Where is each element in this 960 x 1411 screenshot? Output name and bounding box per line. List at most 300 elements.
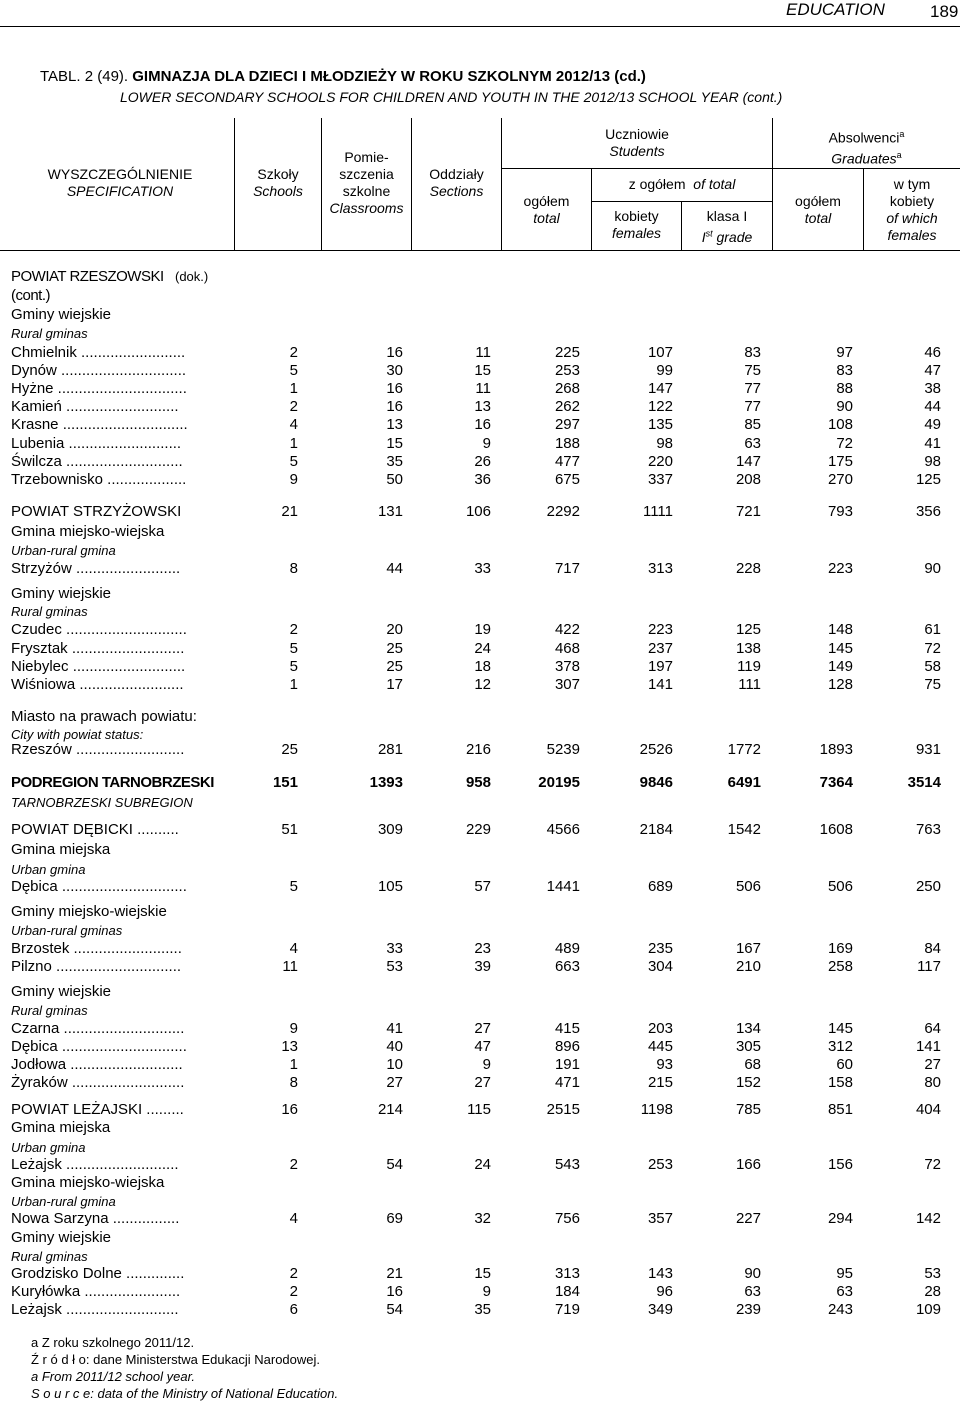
cell-value: 75 <box>924 676 941 693</box>
cell-value: 313 <box>647 560 673 577</box>
cell-value: 26 <box>474 453 491 470</box>
cell-value: 35 <box>386 453 403 470</box>
row-label: POWIAT DĘBICKI .......... <box>11 821 179 838</box>
cell-value: 931 <box>915 741 941 758</box>
cell-value: 16 <box>281 1101 298 1118</box>
cell-value: 237 <box>647 640 673 657</box>
cell-value: 57 <box>474 878 491 895</box>
row-label: Brzostek .......................... <box>11 940 182 957</box>
cell-value: 21 <box>281 503 298 520</box>
table-row <box>0 878 960 896</box>
cell-value: 958 <box>465 774 491 791</box>
row-label-suffix: (dok.) <box>175 269 209 284</box>
source-pl: Ź r ó d ł o: dane Ministerstwa Edukacji Narodowej. <box>31 1352 321 1367</box>
table-row <box>0 560 960 578</box>
cell-value: 33 <box>386 940 403 957</box>
cell-value: 378 <box>554 658 580 675</box>
col-sections: Oddziały Sections <box>429 166 484 199</box>
row-label: Trzebownisko ................... <box>11 471 187 488</box>
cell-value: 149 <box>827 658 853 675</box>
cell-value: 90 <box>836 398 853 415</box>
row-label: Hyżne ............................... <box>11 380 187 397</box>
cell-value: 9 <box>482 1056 491 1073</box>
cell-value: 2 <box>289 1283 298 1300</box>
cell-value: 223 <box>827 560 853 577</box>
cell-value: 1542 <box>727 821 761 838</box>
row-label: Rural gminas <box>11 604 88 619</box>
cell-value: 111 <box>738 676 761 693</box>
table-row <box>0 658 960 676</box>
cell-value: 756 <box>554 1210 580 1227</box>
cell-value: 36 <box>474 471 491 488</box>
row-label: Dębica .............................. <box>11 878 187 895</box>
row-label: Leżajsk ........................... <box>11 1301 179 1318</box>
cell-value: 5 <box>289 658 298 675</box>
cell-value: 60 <box>836 1056 853 1073</box>
cell-value: 77 <box>744 380 761 397</box>
row-label: Leżajsk ........................... <box>11 1156 179 1173</box>
cell-value: 1608 <box>819 821 853 838</box>
cell-value: 117 <box>917 958 941 975</box>
cell-value: 5 <box>289 640 298 657</box>
table-group-label <box>0 325 960 343</box>
cell-value: 2 <box>289 1156 298 1173</box>
table-row <box>0 1056 960 1074</box>
row-label: Niebylec ........................... <box>11 658 186 675</box>
cell-value: 20 <box>386 621 403 638</box>
cell-value: 197 <box>647 658 673 675</box>
table-group-label <box>0 1174 960 1192</box>
cell-value: 16 <box>386 344 403 361</box>
cell-value: 47 <box>924 362 941 379</box>
cell-value: 2515 <box>546 1101 580 1118</box>
cell-value: 151 <box>272 774 298 791</box>
cell-value: 125 <box>735 621 761 638</box>
col-specification: WYSZCZEGÓLNIENIE SPECIFICATION <box>47 166 193 199</box>
row-label: Urban-rural gminas <box>11 923 123 938</box>
cell-value: 39 <box>474 958 491 975</box>
cell-value: 96 <box>656 1283 673 1300</box>
row-label: Gminy wiejskie <box>11 983 112 1000</box>
cell-value: 53 <box>386 958 403 975</box>
table-row <box>0 362 960 380</box>
cell-value: 77 <box>744 398 761 415</box>
row-label: Gmina miejska <box>11 841 111 858</box>
cell-value: 297 <box>554 416 580 433</box>
row-label: Kuryłówka ....................... <box>11 1283 181 1300</box>
cell-value: 5 <box>289 453 298 470</box>
cell-value: 4 <box>289 416 298 433</box>
row-label: Urban gmina <box>11 862 86 877</box>
row-label: Frysztak ........................... <box>11 640 185 657</box>
table-row <box>0 380 960 398</box>
cell-value: 1 <box>289 1056 298 1073</box>
cell-value: 64 <box>924 1020 941 1037</box>
cell-value: 415 <box>554 1020 580 1037</box>
cell-value: 134 <box>735 1020 761 1037</box>
table-group-label <box>0 287 960 305</box>
cell-value: 44 <box>924 398 941 415</box>
cell-value: 23 <box>474 940 491 957</box>
table-group-label <box>0 794 960 812</box>
cell-value: 141 <box>647 676 673 693</box>
cell-value: 54 <box>386 1301 403 1318</box>
cell-value: 851 <box>827 1101 853 1118</box>
cell-value: 203 <box>647 1020 673 1037</box>
table-row <box>0 821 960 839</box>
cell-value: 25 <box>281 741 298 758</box>
cell-value: 13 <box>281 1038 298 1055</box>
cell-value: 156 <box>827 1156 853 1173</box>
cell-value: 337 <box>647 471 673 488</box>
table-row <box>0 774 960 792</box>
cell-value: 25 <box>386 658 403 675</box>
cell-value: 145 <box>827 1020 853 1037</box>
cell-value: 8 <box>289 1074 298 1091</box>
row-label: Rural gminas <box>11 1249 88 1264</box>
cell-value: 268 <box>554 380 580 397</box>
row-label: Chmielnik ......................... <box>11 344 186 361</box>
cell-value: 235 <box>647 940 673 957</box>
cell-value: 6491 <box>727 774 761 791</box>
row-label: Wiśniowa ......................... <box>11 676 184 693</box>
cell-value: 63 <box>744 1283 761 1300</box>
cell-value: 46 <box>924 344 941 361</box>
note-en: a From 2011/12 school year. <box>31 1369 196 1384</box>
cell-value: 675 <box>554 471 580 488</box>
cell-value: 1893 <box>819 741 853 758</box>
row-label: Krasne .............................. <box>11 416 188 433</box>
cell-value: 305 <box>735 1038 761 1055</box>
row-label: Gmina miejsko-wiejska <box>11 523 165 540</box>
cell-value: 122 <box>647 398 673 415</box>
cell-value: 80 <box>924 1074 941 1091</box>
cell-value: 13 <box>474 398 491 415</box>
cell-value: 1772 <box>727 741 761 758</box>
row-label: Rural gminas <box>11 1003 88 1018</box>
cell-value: 17 <box>386 676 403 693</box>
cell-value: 84 <box>924 940 941 957</box>
cell-value: 135 <box>647 416 673 433</box>
cell-value: 11 <box>475 344 491 361</box>
cell-value: 16 <box>386 1283 403 1300</box>
table-row <box>0 621 960 639</box>
cell-value: 131 <box>377 503 403 520</box>
cell-value: 69 <box>386 1210 403 1227</box>
cell-value: 717 <box>554 560 580 577</box>
cell-value: 763 <box>915 821 941 838</box>
cell-value: 220 <box>647 453 673 470</box>
cell-value: 445 <box>647 1038 673 1055</box>
cell-value: 98 <box>656 435 673 452</box>
cell-value: 188 <box>554 435 580 452</box>
cell-value: 9846 <box>639 774 673 791</box>
table-row <box>0 416 960 434</box>
row-label: Czarna ............................. <box>11 1020 185 1037</box>
row-label: Dębica .............................. <box>11 1038 187 1055</box>
cell-value: 721 <box>735 503 761 520</box>
cell-value: 307 <box>554 676 580 693</box>
table-group-label <box>0 903 960 921</box>
cell-value: 793 <box>827 503 853 520</box>
cell-value: 33 <box>474 560 491 577</box>
cell-value: 356 <box>915 503 941 520</box>
table-row <box>0 344 960 362</box>
cell-value: 72 <box>924 640 941 657</box>
row-label: Gminy wiejskie <box>11 585 112 602</box>
cell-value: 63 <box>836 1283 853 1300</box>
cell-value: 184 <box>554 1283 580 1300</box>
cell-value: 35 <box>474 1301 491 1318</box>
cell-value: 227 <box>735 1210 761 1227</box>
table-group-label <box>0 861 960 879</box>
row-label: Świlcza ............................ <box>11 453 183 470</box>
cell-value: 304 <box>647 958 673 975</box>
cell-value: 663 <box>554 958 580 975</box>
cell-value: 44 <box>386 560 403 577</box>
row-label: Gmina miejsko-wiejska <box>11 1174 165 1191</box>
cell-value: 72 <box>924 1156 941 1173</box>
table-row <box>0 1301 960 1319</box>
cell-value: 243 <box>827 1301 853 1318</box>
cell-value: 228 <box>735 560 761 577</box>
cell-value: 785 <box>735 1101 761 1118</box>
cell-value: 223 <box>647 621 673 638</box>
cell-value: 27 <box>924 1056 941 1073</box>
cell-value: 85 <box>744 416 761 433</box>
cell-value: 1 <box>289 435 298 452</box>
cell-value: 145 <box>827 640 853 657</box>
row-label: Czudec ............................. <box>11 621 187 638</box>
cell-value: 214 <box>377 1101 403 1118</box>
cell-value: 9 <box>289 1020 298 1037</box>
row-label: Miasto na prawach powiatu: <box>11 708 197 725</box>
row-label: Gminy wiejskie <box>11 1229 112 1246</box>
cell-value: 148 <box>827 621 853 638</box>
cell-value: 422 <box>554 621 580 638</box>
cell-value: 2526 <box>639 741 673 758</box>
table-row <box>0 471 960 489</box>
row-label: Urban gmina <box>11 1140 86 1155</box>
cell-value: 215 <box>647 1074 673 1091</box>
cell-value: 47 <box>474 1038 491 1055</box>
cell-value: 50 <box>386 471 403 488</box>
cell-value: 128 <box>827 676 853 693</box>
cell-value: 15 <box>474 1265 491 1282</box>
table-row <box>0 940 960 958</box>
cell-value: 54 <box>386 1156 403 1173</box>
cell-value: 489 <box>554 940 580 957</box>
table-group-label <box>0 983 960 1001</box>
cell-value: 2292 <box>546 503 580 520</box>
table-row <box>0 1074 960 1092</box>
cell-value: 719 <box>554 1301 580 1318</box>
cell-value: 106 <box>465 503 491 520</box>
cell-value: 239 <box>735 1301 761 1318</box>
cell-value: 4 <box>289 940 298 957</box>
cell-value: 141 <box>915 1038 941 1055</box>
cell-value: 13 <box>386 416 403 433</box>
cell-value: 61 <box>924 621 941 638</box>
cell-value: 258 <box>827 958 853 975</box>
cell-value: 16 <box>474 416 491 433</box>
table-group-label <box>0 1119 960 1137</box>
cell-value: 21 <box>386 1265 403 1282</box>
row-label: POWIAT RZESZOWSKI <box>11 268 164 285</box>
cell-value: 88 <box>836 380 853 397</box>
cell-value: 41 <box>924 435 941 452</box>
table-group-label <box>0 542 960 560</box>
cell-value: 506 <box>827 878 853 895</box>
cell-value: 143 <box>647 1265 673 1282</box>
cell-value: 404 <box>915 1101 941 1118</box>
table-group-label <box>0 1002 960 1020</box>
cell-value: 543 <box>554 1156 580 1173</box>
cell-value: 309 <box>377 821 403 838</box>
table-group-label <box>0 1139 960 1157</box>
table-row <box>0 640 960 658</box>
row-label: Pilzno .............................. <box>11 958 182 975</box>
table-row <box>0 1283 960 1301</box>
cell-value: 468 <box>554 640 580 657</box>
cell-value: 11 <box>475 380 491 397</box>
table-group-label <box>0 841 960 859</box>
cell-value: 169 <box>827 940 853 957</box>
cell-value: 9 <box>289 471 298 488</box>
table-row <box>0 1156 960 1174</box>
cell-value: 12 <box>474 676 491 693</box>
cell-value: 175 <box>827 453 853 470</box>
cell-value: 5 <box>289 878 298 895</box>
cell-value: 40 <box>386 1038 403 1055</box>
cell-value: 506 <box>735 878 761 895</box>
row-label: Jodłowa ........................... <box>11 1056 183 1073</box>
cell-value: 262 <box>554 398 580 415</box>
cell-value: 2184 <box>639 821 673 838</box>
col-classrooms: Pomie- szczenia szkolne Classrooms <box>329 149 404 216</box>
col-first-grade: klasa I Ist grade <box>701 208 753 245</box>
table-row <box>0 676 960 694</box>
cell-value: 152 <box>735 1074 761 1091</box>
table-row <box>0 741 960 759</box>
cell-value: 313 <box>554 1265 580 1282</box>
cell-value: 2 <box>289 1265 298 1282</box>
cell-value: 216 <box>465 741 491 758</box>
cell-value: 83 <box>836 362 853 379</box>
cell-value: 24 <box>474 640 491 657</box>
cell-value: 11 <box>282 958 298 975</box>
cell-value: 1 <box>289 380 298 397</box>
row-label: Gminy miejsko-wiejskie <box>11 903 167 920</box>
cell-value: 357 <box>647 1210 673 1227</box>
cell-value: 2 <box>289 344 298 361</box>
row-label: Urban-rural gmina <box>11 1194 116 1209</box>
section-name: EDUCATION <box>786 0 885 19</box>
title-en: LOWER SECONDARY SCHOOLS FOR CHILDREN AND YOUTH IN THE 2012/13 SCHOOL YEAR (cont.) <box>120 89 783 105</box>
row-label: Kamień ........................... <box>11 398 179 415</box>
table-group-label <box>0 585 960 603</box>
table-row <box>0 1265 960 1283</box>
cell-value: 90 <box>924 560 941 577</box>
cell-value: 108 <box>827 416 853 433</box>
col-females: kobiety females <box>611 208 662 241</box>
col-students: Uczniowie Students <box>605 126 669 159</box>
table-group-label <box>0 1193 960 1211</box>
cell-value: 19 <box>474 621 491 638</box>
row-label: PODREGION TARNOBRZESKI <box>11 774 214 791</box>
cell-value: 15 <box>386 435 403 452</box>
table-row <box>0 1210 960 1228</box>
cell-value: 2 <box>289 621 298 638</box>
col-graduates: Absolwenci$^a$ Graduates$^a$ <box>828 129 905 167</box>
cell-value: 51 <box>281 821 298 838</box>
cell-value: 281 <box>377 741 403 758</box>
col-of-total: z ogółem of total <box>628 176 736 192</box>
row-label: Strzyżów ......................... <box>11 560 181 577</box>
cell-value: 689 <box>647 878 673 895</box>
row-label: City with powiat status: <box>11 727 144 742</box>
table-group-label <box>0 1229 960 1247</box>
cell-value: 5 <box>289 362 298 379</box>
cell-value: 253 <box>554 362 580 379</box>
row-label: TARNOBRZESKI SUBREGION <box>11 795 193 810</box>
table-group-label <box>0 603 960 621</box>
row-label: (cont.) <box>11 287 51 304</box>
table-row <box>0 453 960 471</box>
row-label: Gmina miejska <box>11 1119 111 1136</box>
row-label: Rzeszów .......................... <box>11 741 185 758</box>
cell-value: 97 <box>836 344 853 361</box>
row-label: Gminy wiejskie <box>11 306 112 323</box>
cell-value: 6 <box>289 1301 298 1318</box>
row-label: Nowa Sarzyna ................ <box>11 1210 180 1227</box>
cell-value: 32 <box>474 1210 491 1227</box>
cell-value: 27 <box>474 1020 491 1037</box>
table-group-label <box>0 922 960 940</box>
cell-value: 107 <box>647 344 673 361</box>
table-row <box>0 1020 960 1038</box>
cell-value: 27 <box>386 1074 403 1091</box>
row-label: Żyraków ........................... <box>11 1074 185 1091</box>
cell-value: 142 <box>915 1210 941 1227</box>
table-row <box>0 1101 960 1119</box>
cell-value: 225 <box>554 344 580 361</box>
cell-value: 2 <box>289 398 298 415</box>
row-label: POWIAT LEŻAJSKI ......... <box>11 1101 184 1118</box>
table-group-label <box>0 523 960 541</box>
cell-value: 1393 <box>369 774 403 791</box>
title-pl: TABL. 2 (49). GIMNAZJA DLA DZIECI I MŁODZIEŻY W ROKU SZKOLNYM 2012/13 (cd.) <box>40 68 646 85</box>
cell-value: 28 <box>924 1283 941 1300</box>
row-label: Grodzisko Dolne .............. <box>11 1265 185 1282</box>
col-schools: Szkoły Schools <box>253 166 303 199</box>
table-group-label <box>0 708 960 726</box>
cell-value: 229 <box>465 821 491 838</box>
cell-value: 208 <box>735 471 761 488</box>
cell-value: 349 <box>647 1301 673 1318</box>
cell-value: 38 <box>924 380 941 397</box>
cell-value: 471 <box>554 1074 580 1091</box>
cell-value: 63 <box>744 435 761 452</box>
cell-value: 3514 <box>907 774 941 791</box>
table-group-label <box>0 1248 960 1266</box>
cell-value: 41 <box>386 1020 403 1037</box>
col-students-total: ogółem total <box>523 193 570 226</box>
cell-value: 9 <box>482 1283 491 1300</box>
cell-value: 125 <box>915 471 941 488</box>
cell-value: 1441 <box>546 878 580 895</box>
cell-value: 166 <box>735 1156 761 1173</box>
